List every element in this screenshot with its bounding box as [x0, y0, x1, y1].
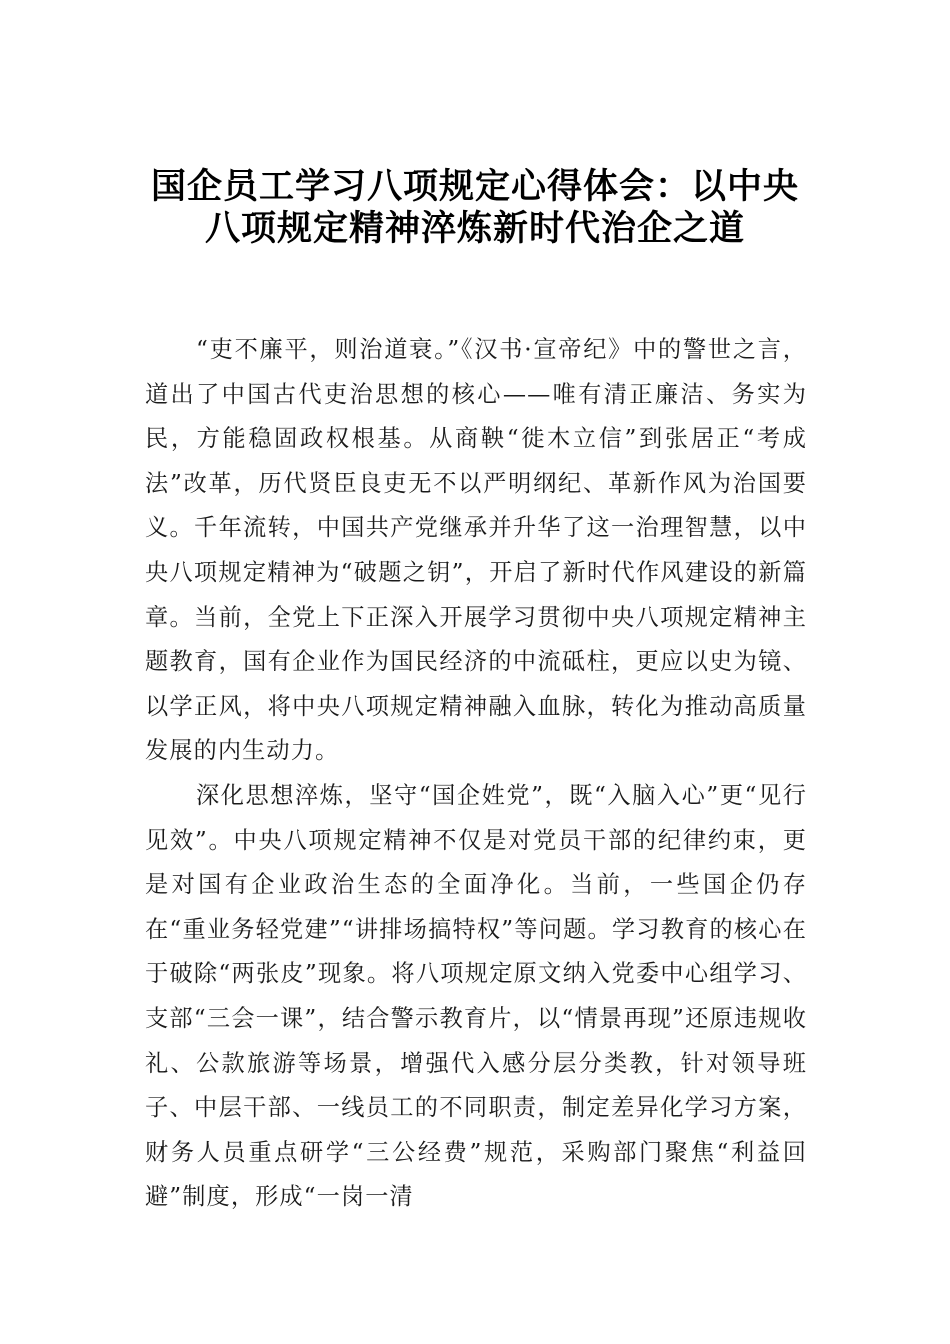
body-paragraph-2: 深化思想淬炼，坚守“国企姓党”，既“入脑入心”更“见行见效”。中央八项规定精神不仅是对党员干部的纪律约束，更是对国有企业政治生态的全面净化。当前，一些国企仍存在“重业务轻党建”“讲排场搞特权”等问题。学习教育的核心在于破除“两张皮”现象。将八项规定原文纳入党委中心组学习、支部“三会一课”，结合警示教育片，以“情景再现”还原违规收礼、公款旅游等场景，增强代入感分层分类教，针对领导班子、中层干部、一线员工的不同职责，制定差异化学习方案，财务人员重点研学“三公经费”规范，采购部门聚焦“利益回避”制度，形成“一岗一清 — [145, 781, 807, 1211]
document-title-line-2: 八项规定精神淬炼新时代治企之道 — [204, 209, 745, 249]
document-title-line-1: 国企员工学习八项规定心得体会：以中央 — [150, 167, 799, 207]
document-body — [145, 328, 807, 1220]
body-paragraph-1: “吏不廉平，则治道衰。”《汉书·宣帝纪》中的警世之言，道出了中国古代吏治思想的核心——唯有清正廉洁、务实为民，方能稳固政权根基。从商鞅“徙木立信”到张居正“考成法”改革，历代贤臣良吏无不以严明纲纪、革新作风为治国要义。千年流转，中国共产党继承并升华了这一治理智慧，以中央八项规定精神为“破题之钥”，开启了新时代作风建设的新篇章。当前，全党上下正深入开展学习贯彻中央八项规定精神主题教育，国有企业作为国民经济的中流砥柱，更应以史为镜、以学正风，将中央八项规定精神融入血脉，转化为推动高质量发展的内生动力。 — [145, 336, 807, 765]
